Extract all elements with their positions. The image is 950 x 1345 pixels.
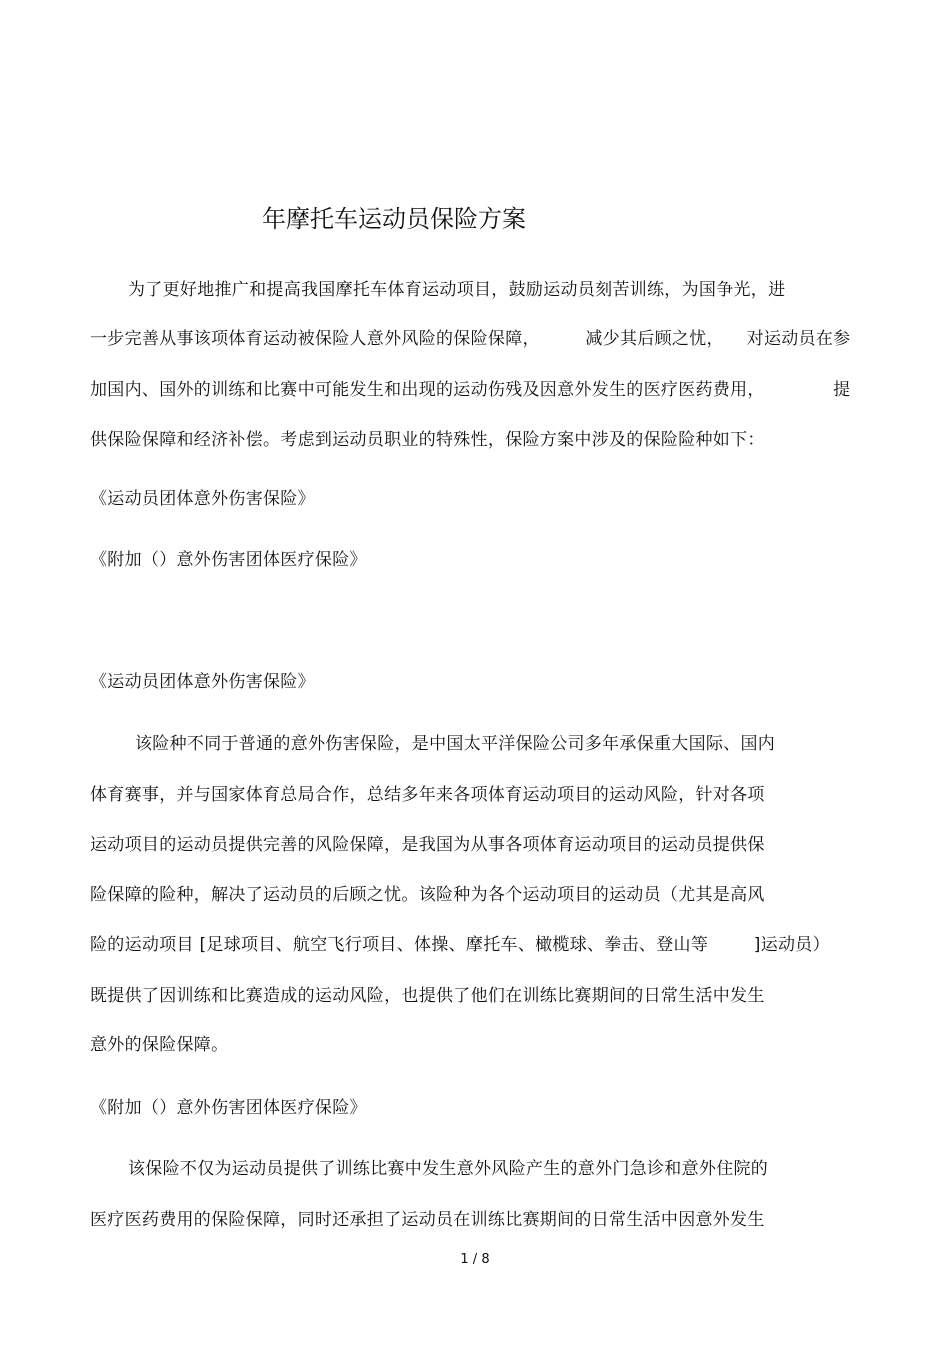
section1-line-1: 该险种不同于普通的意外伤害保险，是中国太平洋保险公司多年承保重大国际、国内 (135, 734, 776, 754)
section1-heading: 《运动员团体意外伤害保险》 (90, 672, 315, 692)
intro-line-4: 供保险保障和经济补偿。考虑到运动员职业的特殊性，保险方案中涉及的保险险种如下： (90, 430, 765, 450)
section2-line-1: 该保险不仅为运动员提供了训练比赛中发生意外风险产生的意外门急诊和意外住院的 (128, 1159, 769, 1179)
section2-line-2: 医疗医药费用的保险保障，同时还承担了运动员在训练比赛期间的日常生活中因意外发生 (90, 1210, 765, 1230)
section1-line-7: 意外的保险保障。 (90, 1035, 229, 1055)
document-title: 年摩托车运动员保险方案 (262, 205, 526, 233)
section1-line-2: 体育赛事，并与国家体育总局合作，总结多年来各项体育运动项目的运动风险，针对各项 (90, 785, 765, 805)
product-item-1: 《运动员团体意外伤害保险》 (90, 489, 315, 509)
section1-line-4: 险保障的险种，解决了运动员的后顾之忧。该险种为各个运动项目的运动员（尤其是高风 (90, 885, 765, 905)
product-item-2: 《附加（）意外伤害团体医疗保险》 (90, 550, 367, 570)
intro-line-2: 一步完善从事该项体育运动被保险人意外风险的保险保障， 减少其后顾之忧， 对运动员在参 (90, 329, 851, 349)
section1-line-5: 险的运动项目 [足球项目、航空飞行项目、体操、摩托车、橄榄球、拳击、登山等 ]运动员） (90, 935, 830, 955)
section1-line-6: 既提供了因训练和比赛造成的运动风险，也提供了他们在训练比赛期间的日常生活中发生 (90, 986, 765, 1006)
section2-heading: 《附加（）意外伤害团体医疗保险》 (90, 1098, 367, 1118)
page-number: 1 / 8 (460, 1252, 490, 1267)
intro-line-3: 加国内、国外的训练和比赛中可能发生和出现的运动伤残及因意外发生的医疗医药费用， 提 (90, 380, 851, 400)
section1-line-3: 运动项目的运动员提供完善的风险保障，是我国为从事各项体育运动项目的运动员提供保 (90, 835, 765, 855)
intro-line-1: 为了更好地推广和提高我国摩托车体育运动项目，鼓励运动员刻苦训练，为国争光，进 (128, 280, 786, 300)
